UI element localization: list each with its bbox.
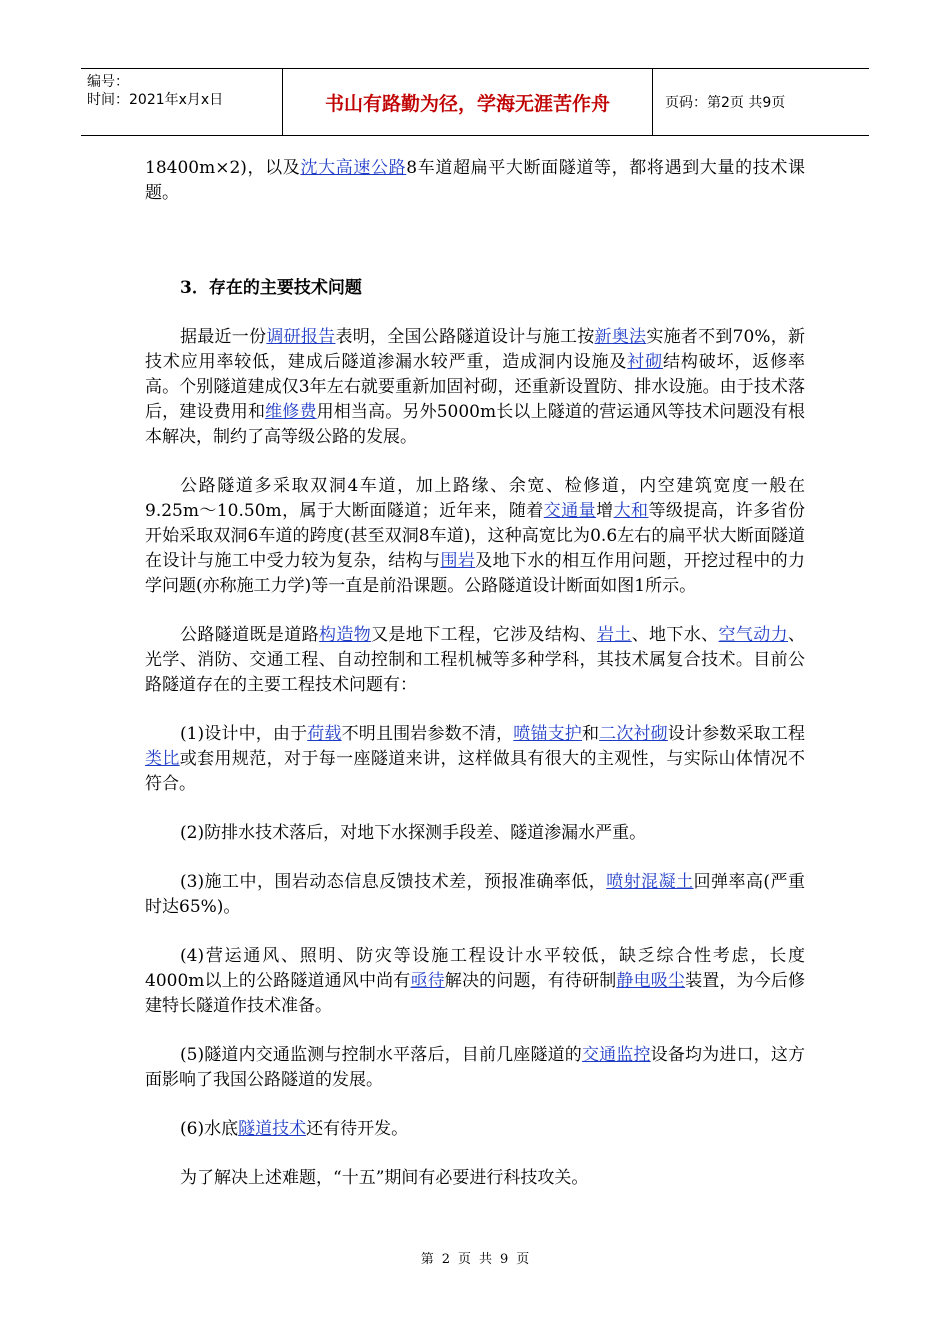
number-label: 编号： (87, 74, 129, 90)
list-item-2: (2)防排水技术落后，对地下水探测手段差、隧道渗漏水严重。 (180, 823, 647, 843)
link-traffic-monitoring[interactable]: 交通监控 (581, 1045, 651, 1065)
paragraph-disciplines: 公路隧道既是道路构造物又是地下工程，它涉及结构、岩土、地下水、空气动力、光学、消防、交通工程、自动控制和工程机械等多种学科，其技术属复合技术。目前公路隧道存在的主要工程技术问题有： (145, 625, 806, 695)
list-item-4: (4)营运通风、照明、防灾等设施工程设计水平较低，缺乏综合性考虑，长度4000m以上的公路隧道通风中尚有亟待解决的问题，有待研制静电吸尘装置，为今后修建特长隧道作技术准备。 (145, 946, 806, 1016)
link-secondary-lining[interactable]: 二次衬砌 (599, 724, 668, 744)
link-analogy[interactable]: 类比 (145, 749, 180, 769)
link-maintenance-cost[interactable]: 维修费 (265, 402, 317, 422)
link-tunnel-technology[interactable]: 隧道技术 (238, 1119, 307, 1139)
link-daehwa[interactable]: 大和 (613, 501, 649, 521)
current-page-number: 2 (441, 1252, 450, 1267)
link-traffic-volume[interactable]: 交通量 (543, 501, 597, 521)
link-shotcrete[interactable]: 喷射混凝土 (606, 872, 694, 892)
link-shotcrete-support[interactable]: 喷锚支护 (513, 724, 582, 744)
list-item-5: (5)隧道内交通监测与控制水平落后，目前几座隧道的交通监控设备均为进口，这方面影响了我国公路隧道的发展。 (145, 1045, 806, 1090)
conclusion-paragraph: 为了解决上述难题，“十五”期间有必要进行科技攻关。 (180, 1168, 589, 1188)
link-geotechnics[interactable]: 岩土 (596, 625, 632, 645)
link-electrostatic-dust[interactable]: 静电吸尘 (616, 971, 686, 991)
page-header (81, 68, 869, 136)
section-heading: 3．存在的主要技术问题 (180, 278, 362, 298)
link-load[interactable]: 荷载 (307, 724, 342, 744)
link-shenda-expressway[interactable]: 沈大高速公路 (300, 158, 407, 178)
paragraph-survey: 据最近一份调研报告表明，全国公路隧道设计与施工按新奥法实施者不到70%，新技术应用率较低，建成后隧道渗漏水较严重，造成洞内设施及衬砌结构破坏，返修率高。个别隧道建成仅3年左右就要重新加固衬砌，还重新设置防、排水设施。由于技术落后，建设费用和维修费用相当高。另外5000m长以上隧道的营运通风等技术问题没有根本解决，制约了高等级公路的发展。 (145, 327, 806, 447)
header-meta (81, 69, 283, 135)
paragraph-cross-section: 公路隧道多采取双洞4车道，加上路缘、余宽、检修道，内空建筑宽度一般在9.25m～10.50m，属于大断面隧道；近年来，随着交通量增大和等级提高，许多省份开始采取双洞6车道的跨度(甚至双洞8车道)，这种高宽比为0.6左右的扁平状大断面隧道在设计与施工中受力较为复杂，结构与围岩及地下水的相互作用问题，开挖过程中的力学问题(亦称施工力学)等一直是前沿课题。公路隧道设计断面如图1所示。 (145, 476, 806, 596)
link-natm[interactable]: 新奥法 (594, 327, 647, 347)
link-structure[interactable]: 构造物 (318, 625, 372, 645)
list-item-1: (1)设计中，由于荷载不明且围岩参数不清，喷锚支护和二次衬砌设计参数采取工程类比或套用规范，对于每一座隧道来讲，这样做具有很大的主观性，与实际山体情况不符合。 (145, 724, 806, 794)
intro-paragraph: 18400m×2)，以及沈大高速公路8车道超扁平大断面隧道等，都将遇到大量的技术课题。 (145, 158, 805, 203)
header-motto: 书山有路勤为径，学海无涯苦作舟 (283, 69, 653, 135)
link-urgent[interactable]: 亟待 (410, 971, 445, 991)
document-body (145, 156, 805, 1191)
list-item-6: (6)水底隧道技术还有待开发。 (180, 1119, 409, 1139)
link-surrounding-rock[interactable]: 围岩 (440, 551, 476, 571)
link-lining[interactable]: 衬砌 (627, 352, 663, 372)
page-footer: 第 2 页 共 9 页 (420, 1252, 530, 1267)
list-item-3: (3)施工中，围岩动态信息反馈技术差，预报准确率低，喷射混凝土回弹率高(严重时达65%)。 (145, 872, 805, 917)
link-research-report[interactable]: 调研报告 (266, 327, 336, 347)
link-aerodynamics[interactable]: 空气动力 (718, 625, 789, 645)
time-label: 时间：2021年x月x日 (87, 92, 224, 108)
total-pages: 9 (500, 1252, 509, 1267)
header-page-label: 页码：第2页 共9页 (665, 95, 786, 111)
